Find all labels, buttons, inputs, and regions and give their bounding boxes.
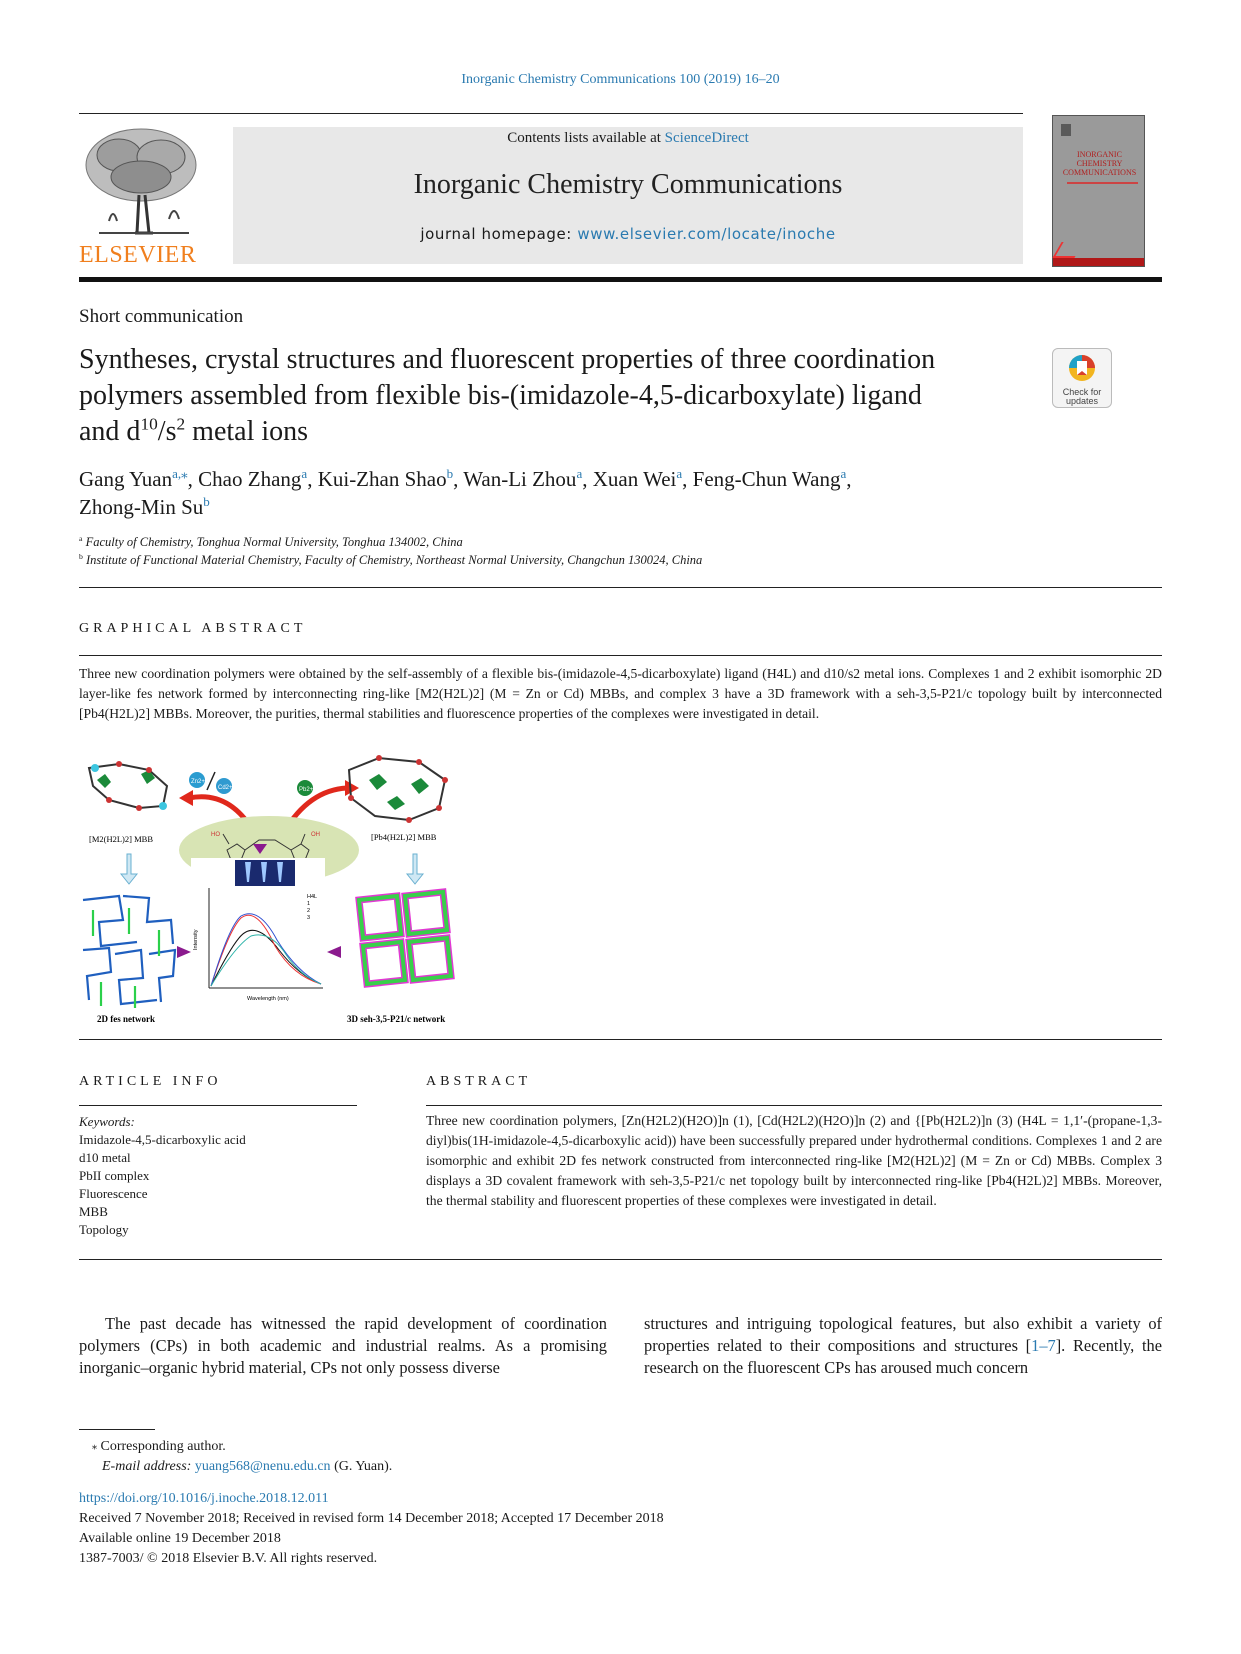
- author[interactable]: Kui-Zhan Shao$^b$: [317, 466, 454, 491]
- graphical-abstract-image: [79, 750, 483, 1026]
- plot-y-label: Intensity: [193, 929, 199, 950]
- legend-1: 1: [307, 901, 311, 907]
- keyword[interactable]: Imidazole-4,5-dicarboxylic acid: [79, 1132, 246, 1147]
- corresponding-author-note: ⁎ Corresponding author. E-mail address: yuang568@nenu.edu.cn (G. Yuan).: [92, 1439, 393, 1474]
- reference-link[interactable]: 1–7: [1031, 1336, 1056, 1355]
- article-info-heading: ARTICLE INFO: [79, 1074, 222, 1089]
- journal-cover-image[interactable]: INORGANIC CHEMISTRY COMMUNICATIONS: [1052, 115, 1145, 267]
- journal-homepage-link[interactable]: www.elsevier.com/locate/inoche: [577, 225, 836, 243]
- publication-details: https://doi.org/10.1016/j.inoche.2018.12.011 Received 7 November 2018; Received in revised form 14 December 2018; Accepted 17 December 2018 Available online 19 December 2018 1387-7003/ © 2018 Elsevier B.V. All rights reserved.: [79, 1491, 664, 1566]
- graphical-abstract-text: Three new coordination polymers were obtained by the self-assembly of a flexible bis-(imidazole-4,5-dicarboxylate) ligand (H4L) and d10/s2 metal ions. Complexes 1 and 2 exhibit isomorphic 2D layer-like fes network formed by interconnecting ring-like [M2(H2L)2] (M = Zn or Cd) MBBs, and complex 3 have a 3D framework with a seh-3,5-P21/c topology built by interconnected [Pb4(H2L)2] MBBs. Moreover, the purities, thermal stabilities and fluorescence properties of the complexes were investigated in detail.: [79, 666, 1162, 721]
- affiliations: $^a$ Faculty of Chemistry, Tonghua Normal University, Tonghua 134002, China $^b$ Institute of Functional Material Chemistry, Faculty of Chemistry, Northeast Normal University, Changchun 130024, China: [79, 533, 703, 567]
- svg-text:HO: HO: [211, 832, 220, 838]
- doi-link[interactable]: https://doi.org/10.1016/j.inoche.2018.12.011: [79, 1491, 329, 1506]
- keyword[interactable]: Fluorescence: [79, 1186, 148, 1201]
- elsevier-wordmark: ELSEVIER: [79, 242, 197, 268]
- cd-ion-label: Cd2+: [218, 785, 233, 791]
- journal-title: Inorganic Chemistry Communications: [413, 169, 843, 200]
- abstract-heading: ABSTRACT: [426, 1074, 532, 1089]
- plot-x-label: Wavelength (nm): [247, 996, 289, 1002]
- body-column-2: structures and intriguing topological features, but also exhibit a variety of properties related to their compositions and structures [1–7]. Recently, the research on the fluorescent CPs has aroused much concern: [644, 1314, 1162, 1377]
- keywords-label: Keywords:: [79, 1114, 135, 1129]
- sciencedirect-link[interactable]: ScienceDirect: [664, 130, 749, 146]
- 3d-network-label: 3D seh-3,5-P21/c network: [347, 1014, 446, 1024]
- fluorescence-plot: [191, 858, 325, 1006]
- body-column-1: The past decade has witnessed the rapid development of coordination polymers (CPs) in both academic and industrial realms. As a promising inorganic–organic hybrid material, CPs not only possess diverse: [79, 1314, 607, 1377]
- 3d-network-drawing: [359, 892, 451, 984]
- right-mbb-label: [Pb4(H2L)2] MBB: [371, 832, 437, 842]
- author[interactable]: Xuan Wei$^a$: [592, 466, 683, 491]
- email-link[interactable]: yuang568@nenu.edu.cn: [194, 1459, 331, 1474]
- keyword[interactable]: MBB: [79, 1204, 108, 1219]
- legend-h4l: H4L: [307, 894, 318, 900]
- graphical-abstract-heading: GRAPHICAL ABSTRACT: [79, 621, 307, 636]
- m2-mbb-structure: [89, 761, 167, 811]
- journal-reference-link[interactable]: Inorganic Chemistry Communications 100 (2019) 16–20: [461, 72, 780, 87]
- author[interactable]: Wan-Li Zhou$^a$: [463, 466, 583, 491]
- check-for-updates-button[interactable]: Check for updates: [1052, 348, 1112, 408]
- left-mbb-label: [M2(H2L)2] MBB: [89, 834, 153, 844]
- article-type: Short communication: [79, 306, 244, 327]
- pb-ion-label: Pb2+: [299, 787, 314, 793]
- author[interactable]: Gang Yuan$^{a,⁎}$: [79, 466, 188, 491]
- zn-ion-label: Zn2+: [191, 779, 205, 785]
- elsevier-tree-icon: [79, 125, 203, 241]
- svg-text:OH: OH: [311, 832, 320, 838]
- legend-2: 2: [307, 908, 311, 914]
- graphical-abstract-figure[interactable]: [79, 750, 483, 1026]
- check-updates-icon: [1067, 353, 1097, 383]
- journal-header-banner: Contents lists available at ScienceDirect Inorganic Chemistry Communications journal homepage: www.elsevier.com/locate/inoche: [233, 127, 1023, 264]
- keyword[interactable]: d10 metal: [79, 1150, 131, 1165]
- 2d-network-label: 2D fes network: [97, 1014, 155, 1024]
- keyword[interactable]: PbII complex: [79, 1168, 150, 1183]
- legend-3: 3: [307, 915, 311, 921]
- author[interactable]: Feng-Chun Wang$^a$: [692, 466, 847, 491]
- author-list: Gang Yuan$^{a,⁎}$, Chao Zhang$^a$, Kui-Zhan Shao$^b$, Wan-Li Zhou$^a$, Xuan Wei$^a$, Feng-Chun Wang$^a$, Zhong-Min Su$^b$: [79, 466, 852, 519]
- abstract-text: Three new coordination polymers, [Zn(H2L2)(H2O)]n (1), [Cd(H2L2)(H2O)]n (2) and {[Pb(H2L2)]n (3) (H4L = 1,1′-(propane-1,3-diyl)bis(1H-imidazole-4,5-dicarboxylic acid)) have been successfully prepared under hydrothermal conditions. Complexes 1 and 2 are isomorphic and exhibit 2D fes network constructed from interconnected ring-like [M2(H2L)2] (M = Zn or Cd) MBBs. Complex 3 displays a 3D covalent framework with seh-3,5-P21/c net topology built by interconnected ring-like [Pb4(H2L)2] MBBs. Moreover, the thermal stability and fluorescent properties of these complexes were investigated in detail.: [426, 1113, 1162, 1208]
- elsevier-logo[interactable]: [79, 125, 203, 268]
- keyword[interactable]: Topology: [79, 1222, 129, 1237]
- author[interactable]: Chao Zhang$^a$: [198, 466, 308, 491]
- keywords-list: [79, 1113, 246, 1239]
- author[interactable]: Zhong-Min Su$^b$: [79, 494, 210, 519]
- article-title: Syntheses, crystal structures and fluorescent properties of three coordination polymers assembled from flexible bis-(imidazole-4,5-dicarboxylate) ligand and $d^{10}/s^2$ metal ions: [79, 344, 936, 447]
- pb4-mbb-structure: [348, 755, 448, 823]
